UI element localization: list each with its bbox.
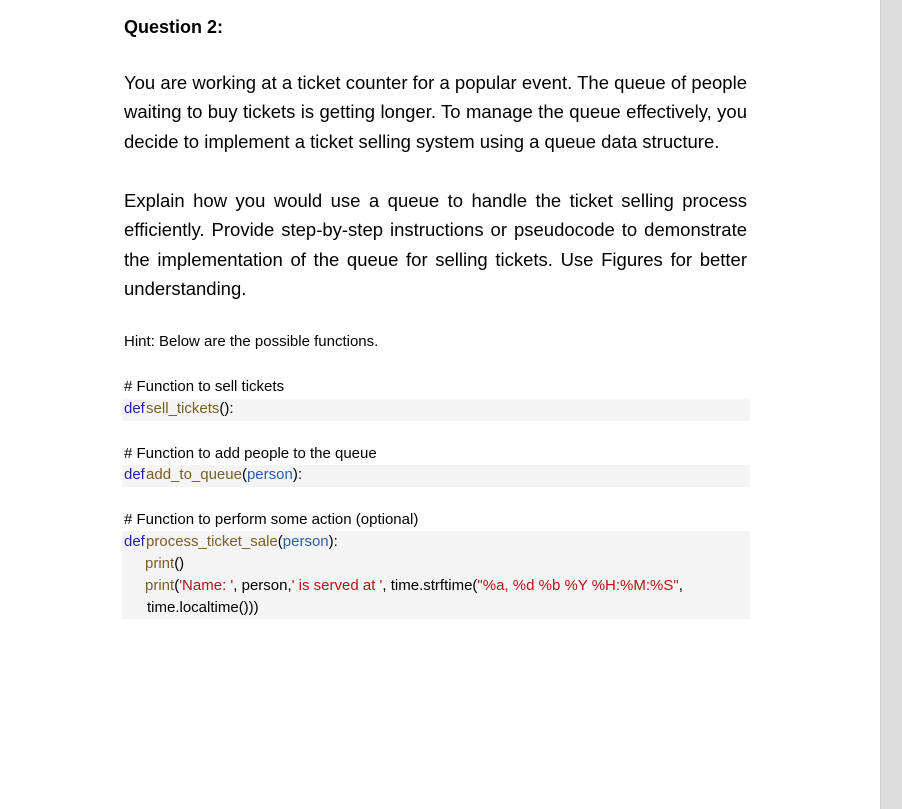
code-line-print-empty: print() bbox=[145, 555, 185, 572]
code-comment-add-to-queue: # Function to add people to the queue bbox=[124, 445, 377, 462]
question-paragraph-1: You are working at a ticket counter for a popular event. The queue of people waiting to buy tickets is getting longer. To manage the queue effectively, you decide to implement a ticket selling system using a queue data structure. bbox=[124, 72, 747, 152]
code-line-localtime: time.localtime())) bbox=[147, 599, 259, 616]
code-line-print-name: print('Name: ', person,' is served at ', time.strftime("%a, %d %b %Y %H:%M:%S", bbox=[145, 577, 683, 594]
question-paragraph-2: Explain how you would use a queue to handle the ticket selling process efficiently. Provide step-by-step instructions or pseudocode to demonstrate the implementation of the queue for selling tickets. Use Figures for better understanding. bbox=[124, 190, 747, 300]
code-line-def-sell-tickets: def sell_tickets(): bbox=[124, 400, 234, 417]
scrollbar-track[interactable] bbox=[880, 0, 902, 809]
hint-text: Hint: Below are the possible functions. bbox=[124, 333, 379, 350]
code-comment-process-ticket-sale: # Function to perform some action (optional) bbox=[124, 511, 419, 528]
code-line-def-process-ticket-sale: def process_ticket_sale(person): bbox=[124, 533, 338, 550]
code-comment-sell-tickets: # Function to sell tickets bbox=[124, 378, 285, 395]
code-line-def-add-to-queue: def add_to_queue(person): bbox=[124, 466, 303, 483]
question-title: Question 2: bbox=[124, 17, 224, 37]
